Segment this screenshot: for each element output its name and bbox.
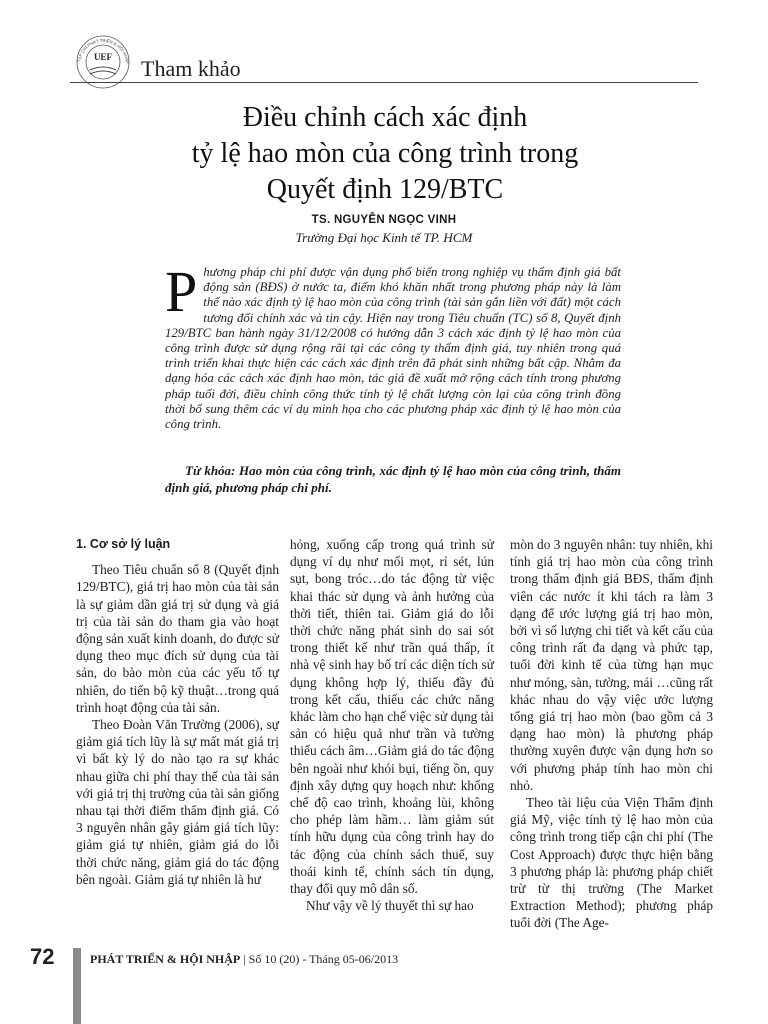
body-column-1 <box>76 536 279 888</box>
footer-separator: | <box>243 952 249 966</box>
logo-ring-text: TẠP CHÍ PHÁT TRIỂN & HỘI NHẬP <box>76 37 131 65</box>
drop-cap: P <box>165 259 198 324</box>
body-column-3 <box>510 536 713 932</box>
paragraph: hỏng, xuống cấp trong quá trình sử dụng ví dụ như mối mọt, rỉ sét, lún sụt, bong tróc…do tác động từ việc khai thác sử dụng và ảnh hưởng của thời tiết, thiên tai. Giảm giá do lỗi thời chức năng phát sinh do sai sót trong thiết kế như trần quá thấp, ít nhà vệ sinh hay bố trí các diện tích sử dụng không hợp lý, thiếu đầy đủ trong kết cấu, thiếu các chức năng khác làm cho hạn chế việc sử dụng tài sản có hiệu quả như trần và tường thiếu cách âm…Giảm giá do tác động bên ngoài như khói bụi, tiếng ồn, quy định xây dựng quy hoạch như: khống chế độ cao trình, khoảng lùi, không cho phép làm hầm… làm giảm sút tính hữu dụng của công trình hay do tác động của chính sách thuế, suy thoái kinh tế, chính sách tín dụng, thay đổi quy mô dân số. <box>290 537 494 897</box>
title-line-1: Điều chỉnh cách xác định <box>242 102 528 133</box>
journal-footer <box>90 952 398 967</box>
paragraph: Theo Đoàn Văn Trường (2006), sự giảm giá tích lũy là sự mất mát giá trị vì bất kỳ lý do nào tạo ra sự khác nhau giữa chi phí thay thế của tài sản với giá trị thị trường của tài sản giống nhau tại thời điểm thẩm định giá. Có 3 nguyên nhân gây giảm giá tích lũy: giảm giá tự nhiên, giảm giá do lỗi thời chức năng, giảm giá do tác động bên ngoài. Giảm giá tự nhiên là hư <box>76 717 279 887</box>
journal-name: PHÁT TRIỂN & HỘI NHẬP <box>90 952 241 966</box>
title-line-2: tỷ lệ hao mòn của công trình trong <box>191 138 579 169</box>
body-column-2 <box>290 536 494 914</box>
section-label: Tham khảo <box>141 56 241 81</box>
abstract <box>165 259 621 432</box>
footer-bar <box>73 948 81 1024</box>
article-title <box>90 100 680 208</box>
paragraph: Theo Tiêu chuẩn số 8 (Quyết định 129/BTC), giá trị hao mòn của tài sản là sự giảm dần giá trị sử dụng và giá trị của tài sản do tham gia vào hoạt động sản xuất kinh doanh, do được sử dụng theo mục đích sử dụng của tài sản, do bào mòn của các yếu tố tự nhiên, do tiến bộ kỹ thuật…trong quá trình hoạt động của tài sản. <box>76 562 279 715</box>
keywords <box>165 462 621 496</box>
logo-text: UEF <box>94 52 112 62</box>
paragraph: Theo tài liệu của Viện Thẩm định giá Mỹ, việc tính tỷ lệ hao mòn của công trình trong tiếp cận chi phí (The Cost Approach) được thực hiện bằng 3 phương pháp là: phương pháp chiết trừ từ thị trường (The Market Extraction Method); phương pháp tuổi đời (The Age- <box>510 795 713 931</box>
author-affiliation: Trường Đại học Kinh tế TP. HCM <box>295 230 473 245</box>
abstract-text: hương pháp chi phí được vận dụng phổ biến trong nghiệp vụ thẩm định giá bất động sản (BĐS) ở nước ta, điểm khó khăn nhất trong phương pháp này là làm thế nào xác định tỷ lệ hao mòn của công trình (tài sản gắn liền với đất) một cách tương đối chính xác và tin cậy. Hiện nay trong Tiêu chuẩn (TC) số 8, Quyết định 129/BTC ban hành ngày 31/12/2008 có hướng dẫn 3 cách xác định tỷ lệ hao mòn của công trình được sử dụng rộng rãi tại các công ty thẩm định giá, tuy nhiên trong quá trình triển khai thực hiện các cách xác định trên đã phát sinh những bất cập. Nhằm đa dạng hóa các cách xác định hao mòn, tác giả đề xuất mở rộng cách tính trong phương pháp tuổi đời, điều chỉnh công thức tính tỷ lệ chất lượng còn lại của công trình đồng thời bổ sung thêm các ví dụ minh họa cho các phương pháp xác định tỷ lệ hao mòn của công trình. <box>165 265 621 432</box>
header-divider <box>70 82 698 83</box>
author-name: TS. NGUYỄN NGỌC VINH <box>311 214 457 226</box>
page-number: 72 <box>30 944 55 969</box>
paragraph: Như vậy về lý thuyết thì sự hao <box>306 898 474 914</box>
issue-info: Số 10 (20) - Tháng 05-06/2013 <box>248 952 399 966</box>
title-line-3: Quyết định 129/BTC <box>266 174 504 205</box>
paragraph: mòn do 3 nguyên nhân: tuy nhiên, khi tính giá trị hao mòn của công trình trong thẩm định giá BĐS, thẩm định viên các nước ít khi tách ra làm 3 dạng để ước lượng giá trị hao mòn, bởi vì số lượng chi tiết và kết cấu của công trình rất đa dạng và phức tạp, tuổi đời kinh tế của từng hạn mục như móng, sàn, tường, mái …cũng rất khác nhau do vậy việc ước lượng tổng giá trị hao mòn (bao gồm cả 3 dạng hao mòn) là phương pháp thường xuyên được vận dụng hơn so với phương pháp tính hao mòn chi nhỏ. <box>510 537 713 793</box>
keywords-text: Từ khóa: Hao mòn của công trình, xác định tỷ lệ hao mòn của công trình, thẩm định giá, phương pháp chi phí. <box>165 463 621 495</box>
section-heading: 1. Cơ sở lý luận <box>76 537 171 551</box>
